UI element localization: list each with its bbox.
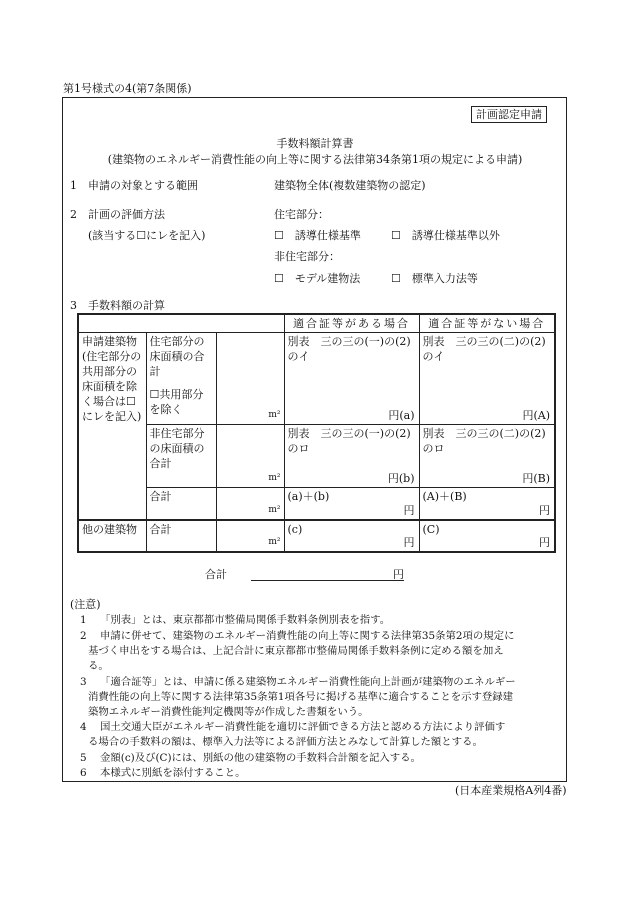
sqm-unit: m² <box>268 410 281 420</box>
item1-number: 1 <box>70 179 77 192</box>
note-line: 本様式に別紙を添付すること。 <box>100 767 246 779</box>
residential-label: 住宅部分： <box>274 208 329 221</box>
residential-without-rule: 別表 三の三の(二)の(2)のイ <box>422 335 546 363</box>
residential-area-label: 住宅部分の床面積の合計 <box>149 335 205 378</box>
note-line: 「適合証等」とは、申請に係る建築物エネルギー消費性能向上計画が建築物のエネルギー <box>100 676 516 688</box>
yen-unit: 円 <box>539 503 550 517</box>
residential-option-guided[interactable]: ☐ 誘導仕様基準 <box>274 229 361 242</box>
nonresidential-without-cell[interactable] <box>419 425 555 488</box>
grand-total-input[interactable] <box>251 580 404 581</box>
application-type-label: 計画認定申請 <box>471 106 547 123</box>
subtotal-without-formula: (A)＋(B) <box>422 490 467 503</box>
item2-label: 計画の評価方法 <box>88 208 165 221</box>
item3-number: 3 <box>70 299 77 312</box>
note-line: 築物エネルギー消費性能判定機関等が作成した書類をいう。 <box>88 706 369 718</box>
yen-unit: 円 <box>403 535 415 549</box>
other-area-input[interactable] <box>216 520 284 552</box>
note-number: 4 <box>80 721 87 733</box>
other-with-label: (c) <box>287 522 303 536</box>
residential-area-input[interactable] <box>216 333 284 425</box>
document-title: 手数料額計算書 <box>276 137 354 150</box>
subtotal-with-formula: (a)＋(b) <box>287 490 330 503</box>
nonresidential-area-input[interactable] <box>216 425 284 488</box>
yen-unit: 円 <box>403 503 415 517</box>
grand-total-unit: 円 <box>393 568 404 581</box>
note-line: 金額(c)及び(C)には、別紙の他の建築物の手数料合計額を記入する。 <box>100 752 421 764</box>
header-without-certificate: 適合証等がない場合 <box>419 314 555 333</box>
nonresidential-area-label: 非住宅部分の床面積の合計 <box>146 425 216 488</box>
nonresidential-with-yen: 円(b) <box>387 472 415 485</box>
header-with-certificate: 適合証等がある場合 <box>284 314 419 333</box>
note-number: 3 <box>80 676 87 688</box>
other-buildings-label: 他の建築物 <box>78 520 146 552</box>
form-number: 第1号様式の4(第7条関係) <box>63 82 192 95</box>
exclude-common-checkbox[interactable]: ☐共用部分を除く <box>149 388 204 416</box>
item2-number: 2 <box>70 208 77 221</box>
nonresidential-with-cell[interactable] <box>284 425 419 488</box>
note-line: 申請に併せて、建築物のエネルギー消費性能の向上等に関する法律第35条第2項の規定に <box>100 630 515 642</box>
subtotal-area-input[interactable] <box>216 488 284 520</box>
item2-instruction: (該当する☐にレを記入) <box>88 229 206 242</box>
item3-label: 手数料額の計算 <box>88 299 165 312</box>
other-without-cell[interactable] <box>419 520 555 552</box>
note-line: る。 <box>88 660 109 672</box>
yen-unit: 円 <box>539 535 550 549</box>
sqm-unit: m² <box>268 536 281 547</box>
header-blank <box>78 314 284 333</box>
applicant-building-label: 申請建築物(住宅部分の共用部分の床面積を除く場合は☐にレを記入) <box>78 333 146 520</box>
nonresidential-option-standard[interactable]: ☐ 標準入力法等 <box>391 272 478 285</box>
document-subtitle: (建築物のエネルギー消費性能の向上等に関する法律第34条第1項の規定による申請) <box>107 153 523 166</box>
notes-heading: (注意) <box>70 598 101 611</box>
note-line: 「別表」とは、東京都都市整備局関係手数料条例別表を指す。 <box>100 614 391 626</box>
sqm-unit: m² <box>268 473 281 483</box>
note-line: 基づく申出をする場合は、上記合計に東京都都市整備局関係手数料条例に定める額を加え <box>88 645 504 657</box>
nonresidential-without-rule: 別表 三の三の(二)の(2)のロ <box>422 427 546 455</box>
fee-table <box>77 313 556 553</box>
note-number: 1 <box>80 614 87 626</box>
note-line: 消費性能の向上等に関する法律第35条第1項各号に掲げる基準に適合することを示す登録建 <box>88 691 514 703</box>
other-without-label: (C) <box>422 522 440 536</box>
residential-with-yen: 円(a) <box>388 409 415 422</box>
other-with-cell[interactable] <box>284 520 419 552</box>
residential-without-cell[interactable] <box>419 333 555 425</box>
nonresidential-option-model[interactable]: ☐ モデル建物法 <box>274 272 361 285</box>
sqm-unit: m² <box>268 504 281 515</box>
residential-without-yen: 円(A) <box>522 409 550 422</box>
item1-label: 申請の対象とする範囲 <box>88 179 198 192</box>
other-total-label: 合計 <box>146 520 216 552</box>
subtotal-label: 合計 <box>146 488 216 520</box>
residential-area-cell <box>146 333 216 425</box>
paper-size-footer: (日本産業規格A列4番) <box>455 784 567 797</box>
nonresidential-without-yen: 円(B) <box>522 472 550 485</box>
residential-with-rule: 別表 三の三の(一)の(2)のイ <box>287 335 411 363</box>
subtotal-without-cell[interactable] <box>419 488 555 520</box>
nonresidential-with-rule: 別表 三の三の(一)の(2)のロ <box>287 427 411 455</box>
nonresidential-label: 非住宅部分： <box>274 250 340 263</box>
grand-total-label: 合計 <box>205 568 227 581</box>
note-line: る場合の手数料の額は、標準入力法等による評価方法とみなして計算した額とする。 <box>88 736 483 748</box>
note-number: 2 <box>80 630 87 642</box>
item1-value: 建築物全体(複数建築物の認定) <box>274 179 426 192</box>
note-number: 5 <box>80 752 87 764</box>
subtotal-with-cell[interactable] <box>284 488 419 520</box>
note-number: 6 <box>80 767 87 779</box>
residential-with-cell[interactable] <box>284 333 419 425</box>
residential-option-other[interactable]: ☐ 誘導仕様基準以外 <box>391 229 500 242</box>
note-line: 国土交通大臣がエネルギー消費性能を適切に評価できる方法と認める方法により評価す <box>100 721 506 733</box>
